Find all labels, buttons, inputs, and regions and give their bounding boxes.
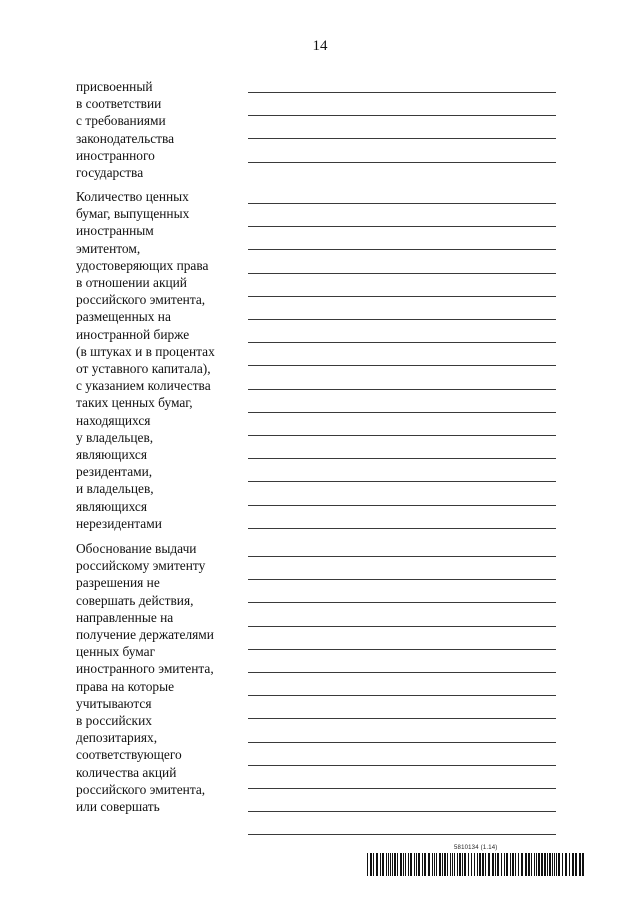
barcode-caption: 5810134 (1.14) [454,845,498,851]
field-label-line: присвоенный [76,79,153,94]
barcode-bar [394,853,396,876]
field-label-line: иностранной бирже [76,326,190,342]
barcode-bar [536,853,537,876]
field-label-line: в российских [76,713,152,729]
field-label-line: удостоверяющих права [76,257,209,273]
barcode-bar [504,853,505,876]
fill-in-line[interactable] [248,162,556,163]
barcode-bar [386,853,387,876]
field-label-line: законодательства [76,130,175,146]
fill-in-line[interactable] [248,342,556,343]
barcode-bar [479,853,481,876]
field-label-line: с указанием количества [76,378,211,394]
barcode-bar [582,853,584,876]
barcode-bar [457,853,458,876]
barcode-bar [471,853,472,876]
barcode-bar [403,853,404,876]
barcode-bar [549,853,551,876]
fill-in-line[interactable] [248,273,556,274]
barcode-bar [544,853,546,876]
field-label-line: соответствующего [76,747,182,763]
barcode-bar [447,853,448,876]
field-label-line: иностранным [76,223,154,239]
field-label-line: и владельцев, [76,481,154,497]
field-label [76,188,246,532]
field-label-line: в отношении акций [76,275,187,291]
barcode-bar [422,853,423,876]
field-label-line: совершать действия, [76,592,194,608]
field-label-line: эмитентом, [76,240,141,256]
barcode-bar [370,853,372,876]
field-label-line: учитываются [76,695,152,711]
fill-in-line[interactable] [248,389,556,390]
fill-in-line[interactable] [248,626,556,627]
barcode-bar [552,853,553,876]
barcode-bar [510,853,511,876]
field-label-line: резидентами, [76,464,153,480]
barcode-bar [439,853,441,876]
fill-in-line[interactable] [248,435,556,436]
barcode-bar [416,853,417,876]
barcode-bar [554,853,555,876]
barcode-bar [518,853,519,876]
barcode-bar [397,853,398,876]
field-label-line: российского эмитента, [76,781,206,797]
barcode-bar [488,853,490,876]
barcode-bar [562,853,563,876]
barcode-bar [569,853,570,876]
barcode-bar [410,853,412,876]
fill-in-line[interactable] [248,138,556,139]
barcode-bar [400,853,402,876]
page-number: 14 [312,38,328,54]
field-label-line: иностранного эмитента, [76,661,214,677]
field-label-line: депозитариях, [76,730,158,746]
fill-in-line[interactable] [248,203,556,204]
barcode-bar [538,853,540,876]
field-label-line: являющихся [76,498,148,514]
barcode-bar [459,853,461,876]
barcode-bar [414,853,415,876]
barcode-bar [572,853,574,876]
barcode-bar [485,853,486,876]
barcode-bar [382,853,384,876]
field-label-line: получение держателями [76,627,214,643]
barcode-bar [373,853,374,876]
field-label [76,540,246,815]
fill-in-line[interactable] [248,458,556,459]
field-label-line: или совершать [76,799,160,815]
barcode-bar [515,853,516,876]
field-label-line: у владельцев, [76,429,154,445]
barcode-bar [477,853,478,876]
barcode-bar [547,853,548,876]
fill-in-line[interactable] [248,226,556,227]
field-label-line: направленные на [76,609,174,625]
field-label-line: таких ценных бумаг, [76,395,193,411]
field-label-line: нерезидентами [76,515,162,531]
field-label-line: ценных бумаг [76,644,156,660]
fill-in-line[interactable] [248,115,556,116]
barcode-bar [501,853,502,876]
barcode-bar [424,853,426,876]
field-label-line: размещенных на [76,309,171,325]
fill-in-line[interactable] [248,765,556,766]
fill-in-line[interactable] [248,834,556,835]
field-label-line: российского эмитента, [76,292,206,308]
field-label-line: права на которые [76,678,175,694]
barcode-bar [428,853,430,876]
fill-in-line[interactable] [248,528,556,529]
fill-in-line[interactable] [248,412,556,413]
barcode-bar [565,853,567,876]
fill-in-line[interactable] [248,811,556,812]
barcode-bar [497,853,499,876]
field-label-line: находящихся [76,412,151,428]
barcode-bar [541,853,543,876]
barcode-bar [436,853,437,876]
field-label-line: количества акций [76,764,177,780]
barcode-bar [405,853,406,876]
barcode-bar [474,853,475,876]
field-label-line: в соответствии [76,96,162,112]
fill-in-line[interactable] [248,296,556,297]
barcode-bar [432,853,433,876]
barcode-bar [506,853,508,876]
fill-in-line[interactable] [248,556,556,557]
field-label-line: Количество ценных [76,189,189,204]
barcode-bar [444,853,446,876]
barcode-bar [482,853,484,876]
fill-in-line[interactable] [248,672,556,673]
fill-in-line[interactable] [248,92,556,93]
barcode-bar [462,853,463,876]
field-label-line: (в штуках и в процентах [76,343,215,359]
fill-in-line[interactable] [248,319,556,320]
barcode-bar [468,853,469,876]
barcode-bar [525,853,527,876]
barcode-bar [464,853,466,876]
field-label-line: Обоснование выдачи [76,541,197,556]
fill-in-line[interactable] [248,365,556,366]
barcode-bar [450,853,451,876]
barcode-bar [575,853,577,876]
barcode-bar [392,853,393,876]
fill-in-line[interactable] [248,579,556,580]
barcode-bar [376,853,378,876]
barcode-bar [388,853,389,876]
fill-in-line[interactable] [248,695,556,696]
fill-in-line[interactable] [248,481,556,482]
fill-in-line[interactable] [248,788,556,789]
barcode-bar [408,853,409,876]
field-label-line: от уставного капитала), [76,361,211,377]
barcode-bar [390,853,391,876]
field-label-line: бумаг, выпущенных [76,206,190,222]
barcode-bar [367,853,368,876]
barcode-bar [558,853,560,876]
field-label-line: являющихся [76,447,148,463]
barcode-bar [442,853,443,876]
field-label-line: российскому эмитенту [76,558,206,574]
field-label-line: государства [76,165,144,181]
barcode-bar [434,853,435,876]
barcode-bar [418,853,420,876]
field-label [76,78,246,181]
barcode-bar [452,853,453,876]
fill-in-line[interactable] [248,249,556,250]
barcode-icon [367,853,587,876]
fill-in-line[interactable] [248,505,556,506]
barcode-bar [531,853,532,876]
field-label-line: с требованиями [76,113,166,129]
barcode-bar [512,853,514,876]
fill-in-line[interactable] [248,718,556,719]
fill-in-line[interactable] [248,649,556,650]
barcode-bar [454,853,455,876]
fill-in-line[interactable] [248,742,556,743]
barcode-bar [495,853,496,876]
fill-in-line[interactable] [248,602,556,603]
barcode-bar [534,853,535,876]
barcode-bar [521,853,523,876]
barcode-bar [556,853,557,876]
barcode-bar [492,853,494,876]
field-label-line: разрешения не [76,575,160,591]
barcode-bar [579,853,581,876]
field-label-line: иностранного [76,147,155,163]
barcode-bar [528,853,530,876]
barcode-bar [380,853,381,876]
